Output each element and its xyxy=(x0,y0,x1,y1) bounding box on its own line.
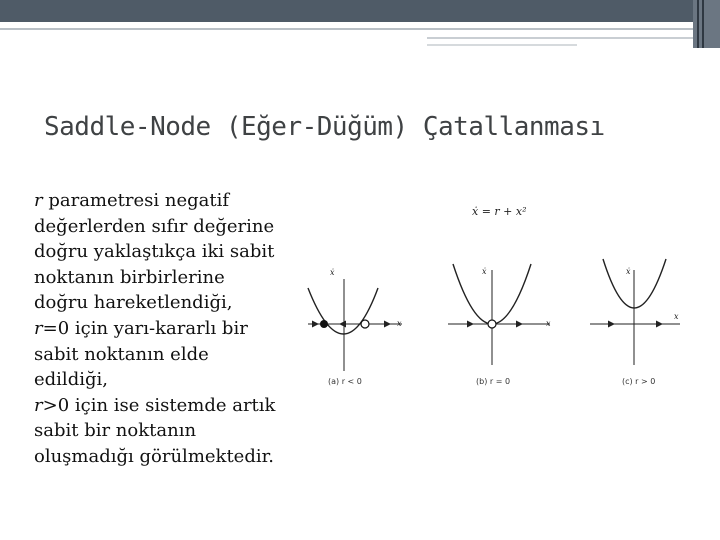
body-line-text: edildiği, xyxy=(34,369,108,391)
x-axis-label: x xyxy=(546,319,551,328)
stable-fixed-point xyxy=(320,320,328,328)
r-variable: r xyxy=(34,317,43,339)
body-line xyxy=(34,342,324,368)
body-line xyxy=(34,265,324,291)
body-line xyxy=(34,393,324,419)
slide-body xyxy=(34,188,324,470)
body-line xyxy=(34,444,324,470)
y-axis-label: ẋ xyxy=(626,267,631,276)
bifurcation-figure xyxy=(300,195,680,395)
panel-caption: (b) r = 0 xyxy=(476,377,511,386)
body-line xyxy=(34,367,324,393)
body-line-text: doğru hareketlendiği, xyxy=(34,292,233,314)
x-axis-label: x xyxy=(674,312,679,321)
body-line-text: değerlerden sıfır değerine xyxy=(34,215,275,237)
body-line xyxy=(34,418,324,444)
y-axis-label: ẋ xyxy=(330,268,335,277)
body-line-text: noktanın birbirlerine xyxy=(34,266,225,288)
body-line-text: oluşmadığı görülmektedir. xyxy=(34,445,274,467)
body-line xyxy=(34,239,324,265)
body-line xyxy=(34,188,324,214)
panel-caption: (a) r < 0 xyxy=(328,377,362,386)
panel-a xyxy=(308,268,402,386)
header-rule-shorter xyxy=(427,44,577,46)
r-variable: r xyxy=(34,190,43,211)
body-line-text: doğru yaklaştıkça iki sabit xyxy=(34,241,275,263)
panel-c xyxy=(590,259,680,386)
header-rule-short xyxy=(427,37,693,39)
body-line-text: sabit bir noktanın xyxy=(34,420,197,442)
slide-title: Saddle-Node (Eğer-Düğüm) Çatallanması xyxy=(44,112,605,142)
body-line-text: =0 için yarı-kararlı bir xyxy=(42,317,248,339)
body-line xyxy=(34,214,324,240)
top-bar xyxy=(0,0,720,22)
panel-caption: (c) r > 0 xyxy=(622,377,656,386)
y-axis-label: ẋ xyxy=(482,267,487,276)
body-line xyxy=(34,290,324,316)
body-line-text: sabit noktanın elde xyxy=(34,343,209,365)
body-line-text: >0 için ise sistemde artık xyxy=(42,394,276,416)
equation-label: ẋ = r + x² xyxy=(472,205,527,218)
top-right-accent xyxy=(693,0,720,48)
body-line-text: parametresi negatif xyxy=(42,190,229,211)
panel-b xyxy=(448,264,551,386)
half-stable-fixed-point xyxy=(488,320,496,328)
r-variable: r xyxy=(34,394,43,416)
body-line xyxy=(34,316,324,342)
x-axis-label: x xyxy=(397,319,402,328)
header-rule xyxy=(0,28,693,30)
unstable-fixed-point xyxy=(361,320,369,328)
